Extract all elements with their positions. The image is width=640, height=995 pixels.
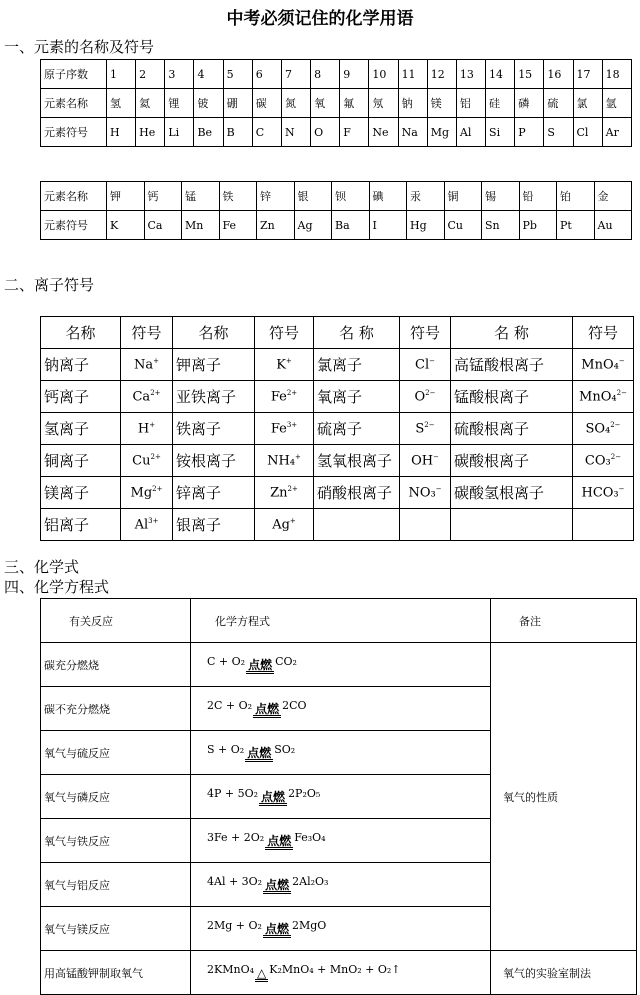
chemical-equation (191, 907, 491, 951)
element-table-2 (40, 181, 632, 240)
ion-symbol (573, 477, 634, 509)
element-name-cell: 硅 (486, 89, 515, 118)
element-name-cell: 硫 (544, 89, 573, 118)
element-name-cell: 硼 (223, 89, 252, 118)
row-label: 元素名称 (41, 182, 107, 211)
element-symbol-cell: Ar (602, 118, 631, 147)
element-symbol-cell: Cl (573, 118, 602, 147)
ion-symbol-base: H (137, 421, 150, 437)
chemical-equation (191, 819, 491, 863)
ion-row (41, 381, 634, 413)
atomic-number-cell: 2 (136, 60, 165, 89)
ion-row (41, 445, 634, 477)
remark-oxygen-properties: 氧气的性质 (491, 643, 637, 951)
reaction-label: 氧气与磷反应 (41, 775, 191, 819)
equation-reactants: 2Mg + O₂ (207, 919, 262, 932)
ion-name: 高锰酸根离子 (451, 349, 573, 381)
element-symbol-cell: B (223, 118, 252, 147)
ion-symbol-base: O (414, 389, 426, 405)
atomic-number-cell: 12 (427, 60, 456, 89)
section-heading-ions: 二、离子符号 (4, 276, 95, 294)
ion-symbol (573, 381, 634, 413)
element-symbol-cell: H (107, 118, 136, 147)
ion-name: 碳酸根离子 (451, 445, 573, 477)
equation-reactants: S + O₂ (207, 743, 245, 756)
element-name-cell: 氟 (340, 89, 369, 118)
atomic-number-row (41, 60, 632, 89)
atomic-number-cell: 6 (252, 60, 281, 89)
section-heading-formulas: 三、化学式 (4, 558, 80, 576)
element-name-cell: 镁 (427, 89, 456, 118)
equation-products: 2Al₂O₃ (292, 875, 329, 888)
ion-name: 钾离子 (173, 349, 255, 381)
element-symbol-cell: Na (398, 118, 427, 147)
ion-symbol (255, 381, 314, 413)
ion-symbol-base: NO₃ (408, 485, 436, 501)
equation-products: 2MgO (291, 919, 327, 932)
ion-symbol (400, 349, 451, 381)
ion-symbol-base: Fe (270, 421, 287, 437)
element-table-1 (40, 59, 632, 147)
element-symbol-cell: Au (594, 211, 632, 240)
ion-charge: − (435, 484, 442, 493)
ion-symbol-base: Mg (130, 485, 153, 501)
ion-symbol-base: OH (411, 453, 434, 469)
atomic-number-cell: 14 (486, 60, 515, 89)
ion-charge: 3+ (286, 420, 298, 429)
element-symbol-cell: P (515, 118, 544, 147)
element-name-cell: 磷 (515, 89, 544, 118)
element-name-cell: 铜 (444, 182, 482, 211)
equation-reactants: 4Al + 3O₂ (207, 875, 263, 888)
ion-symbol-base: MnO₄ (581, 357, 619, 373)
atomic-number-cell: 10 (369, 60, 398, 89)
atomic-number-cell: 7 (281, 60, 310, 89)
ion-symbol (400, 509, 451, 541)
element-name-cell: 氮 (281, 89, 310, 118)
element-name-cell: 锡 (482, 182, 520, 211)
reaction-condition: 点燃 (248, 658, 273, 672)
ion-name: 铝离子 (41, 509, 121, 541)
reaction-condition: △ (257, 966, 267, 980)
ion-name: 钠离子 (41, 349, 121, 381)
ion-row (41, 413, 634, 445)
ion-name: 银离子 (173, 509, 255, 541)
element-symbol-cell: S (544, 118, 573, 147)
ion-charge: + (295, 452, 301, 461)
ion-charge: 2+ (152, 484, 163, 493)
equation-reactants: 3Fe + 2O₂ (207, 831, 265, 844)
element-symbol-cell: Pb (519, 211, 557, 240)
ion-name: 硝酸根离子 (314, 477, 400, 509)
reaction-label: 用高锰酸钾制取氧气 (41, 951, 191, 995)
ion-symbol (121, 445, 173, 477)
atomic-number-cell: 15 (515, 60, 544, 89)
equation-products: 2CO (282, 699, 307, 712)
reaction-label: 碳不充分燃烧 (41, 687, 191, 731)
atomic-number-cell: 1 (107, 60, 136, 89)
ion-symbol-base: CO₃ (584, 453, 611, 469)
ion-name: 氯离子 (314, 349, 400, 381)
equation-column-header: 化学方程式 (191, 599, 491, 643)
element-name-cell: 氯 (573, 89, 602, 118)
element-name-cell: 银 (294, 182, 332, 211)
ion-symbol-base: Zn (270, 485, 288, 501)
row-label: 元素名称 (41, 89, 107, 118)
equation-reactants: 2C + O₂ (207, 699, 253, 712)
ion-row (41, 477, 634, 509)
reaction-label: 碳充分燃烧 (41, 643, 191, 687)
ion-name: 硫离子 (314, 413, 400, 445)
ion-charge: 2− (424, 420, 435, 429)
ion-charge: + (149, 420, 156, 429)
ion-charge: 3+ (148, 516, 159, 525)
ion-name: 铜离子 (41, 445, 121, 477)
reaction-label: 氧气与镁反应 (41, 907, 191, 951)
section-heading-equations: 四、化学方程式 (4, 578, 110, 596)
remark-lab-preparation: 氧气的实验室制法 (491, 951, 637, 995)
element-name-cell: 氩 (602, 89, 631, 118)
row-label: 元素符号 (41, 211, 107, 240)
reaction-condition: 点燃 (261, 790, 286, 804)
reaction-condition: 点燃 (247, 746, 272, 760)
atomic-number-cell: 3 (165, 60, 194, 89)
element-name-cell: 氖 (369, 89, 398, 118)
ion-column-header: 符号 (121, 317, 173, 349)
equation-table (40, 598, 637, 995)
element-name-cell: 氧 (311, 89, 340, 118)
atomic-number-cell: 16 (544, 60, 573, 89)
ion-charge: 2+ (150, 452, 161, 461)
ion-name: 氢离子 (41, 413, 121, 445)
element-symbol-cell: K (107, 211, 145, 240)
ion-name: 镁离子 (41, 477, 121, 509)
page-title: 中考必须记住的化学用语 (226, 9, 414, 29)
atomic-number-cell: 11 (398, 60, 427, 89)
ion-name: 碳酸氢根离子 (451, 477, 573, 509)
equation-column-header: 备注 (491, 599, 637, 643)
row-label: 原子序数 (41, 60, 107, 89)
element-name-cell: 铂 (557, 182, 595, 211)
ion-charge: 2+ (287, 484, 298, 493)
ion-name: 亚铁离子 (173, 381, 255, 413)
equation-products: K₂MnO₄ + MnO₂ + O₂↑ (269, 963, 401, 976)
element-symbol-cell: Fe (219, 211, 257, 240)
ion-symbol (400, 445, 451, 477)
ion-symbol-base: SO₄ (585, 421, 611, 437)
ion-symbol (573, 509, 634, 541)
element-symbol-cell: Mg (427, 118, 456, 147)
ion-row (41, 349, 634, 381)
element-symbol-cell: Al (456, 118, 485, 147)
element-symbol-cell: F (340, 118, 369, 147)
ion-charge: + (289, 516, 296, 525)
element-symbol-cell: Zn (257, 211, 295, 240)
equation-reactants: C + O₂ (207, 655, 246, 668)
ion-name (451, 509, 573, 541)
ion-symbol (255, 477, 314, 509)
element-symbol-cell: Cu (444, 211, 482, 240)
element-symbol-row (41, 118, 632, 147)
ion-symbol (400, 381, 451, 413)
ion-name: 锰酸根离子 (451, 381, 573, 413)
equation-reactants: 4P + 5O₂ (207, 787, 259, 800)
element-name-cell: 锌 (257, 182, 295, 211)
ion-name: 氢氧根离子 (314, 445, 400, 477)
element-symbol-cell: Be (194, 118, 223, 147)
element-name-cell: 金 (594, 182, 632, 211)
ion-charge: − (618, 484, 625, 493)
ion-symbol-base: NH₄ (267, 453, 296, 469)
ion-symbol (400, 413, 451, 445)
atomic-number-cell: 4 (194, 60, 223, 89)
ion-symbol (573, 413, 634, 445)
element-name-cell: 氢 (107, 89, 136, 118)
ion-symbol (573, 445, 634, 477)
ion-symbol (400, 477, 451, 509)
ion-charge: 2− (616, 388, 627, 397)
ion-symbol-base: Na (133, 357, 154, 373)
element-name-cell: 碳 (252, 89, 281, 118)
element-symbol-cell: Ne (369, 118, 398, 147)
ion-symbol-base: K (276, 357, 286, 373)
ion-symbol-base: Cl (415, 357, 430, 373)
element-symbol-cell: O (311, 118, 340, 147)
element-name-cell: 钡 (332, 182, 370, 211)
ion-charge: 2− (610, 452, 622, 461)
equation-products: SO₂ (274, 743, 296, 756)
ion-charge: 2+ (286, 388, 298, 397)
ion-name: 硫酸根离子 (451, 413, 573, 445)
element-name-cell: 钾 (107, 182, 145, 211)
atomic-number-cell: 9 (340, 60, 369, 89)
element-symbol-cell: Ag (294, 211, 332, 240)
ion-symbol (121, 349, 173, 381)
ion-symbol (255, 509, 314, 541)
ion-column-header: 符号 (255, 317, 314, 349)
equation-reactants: 2KMnO₄ (207, 963, 254, 976)
element-name-cell: 钙 (144, 182, 182, 211)
ion-row (41, 509, 634, 541)
ion-symbol (121, 413, 173, 445)
reaction-label: 氧气与铁反应 (41, 819, 191, 863)
element-symbol-cell: Hg (407, 211, 445, 240)
element-symbol-cell: Ba (332, 211, 370, 240)
element-symbol-cell: Si (486, 118, 515, 147)
element-symbol-row-2 (41, 211, 632, 240)
element-name-cell: 钠 (398, 89, 427, 118)
ion-name: 锌离子 (173, 477, 255, 509)
ion-charge: 2− (610, 420, 621, 429)
reaction-condition: 点燃 (267, 834, 292, 848)
ion-symbol (121, 477, 173, 509)
ion-symbol-base: MnO₄ (579, 389, 617, 405)
chemical-equation (191, 863, 491, 907)
element-symbol-cell: Li (165, 118, 194, 147)
ion-symbol-base: HCO₃ (581, 485, 619, 501)
ion-symbol-base: Ag (272, 517, 290, 533)
ion-symbol (121, 509, 173, 541)
ion-column-header: 名 称 (451, 317, 573, 349)
ion-symbol (573, 349, 634, 381)
ion-charge: 2+ (150, 388, 161, 397)
element-symbol-cell: Ca (144, 211, 182, 240)
ion-symbol-base: Cu (132, 453, 151, 469)
element-name-cell: 氦 (136, 89, 165, 118)
ion-name: 铁离子 (173, 413, 255, 445)
chemical-equation (191, 731, 491, 775)
reaction-condition: 点燃 (265, 878, 290, 892)
equation-row (41, 643, 637, 687)
atomic-number-cell: 17 (573, 60, 602, 89)
ion-charge: − (433, 452, 439, 461)
element-symbol-cell: Sn (482, 211, 520, 240)
ion-symbol-base: Fe (270, 389, 287, 405)
element-name-cell: 汞 (407, 182, 445, 211)
element-name-cell: 铝 (456, 89, 485, 118)
ion-column-header: 名 称 (314, 317, 400, 349)
reaction-condition: 点燃 (264, 922, 289, 936)
ion-column-header: 名称 (41, 317, 121, 349)
element-symbol-cell: Mn (182, 211, 220, 240)
ion-column-header: 符号 (400, 317, 451, 349)
atomic-number-cell: 18 (602, 60, 631, 89)
equation-header-row (41, 599, 637, 643)
reaction-label: 氧气与铝反应 (41, 863, 191, 907)
ion-symbol (121, 381, 173, 413)
ion-charge: + (285, 356, 292, 365)
section-heading-elements: 一、元素的名称及符号 (4, 38, 155, 56)
ion-charge: − (618, 356, 625, 365)
ion-name (314, 509, 400, 541)
equation-column-header: 有关反应 (41, 599, 191, 643)
ion-header-row (41, 317, 634, 349)
atomic-number-cell: 8 (311, 60, 340, 89)
element-name-row-2 (41, 182, 632, 211)
ion-symbol (255, 445, 314, 477)
element-name-cell: 锰 (182, 182, 220, 211)
element-name-row (41, 89, 632, 118)
ion-table (40, 316, 634, 541)
ion-symbol (255, 413, 314, 445)
ion-charge: + (153, 356, 159, 365)
equation-products: Fe₃O₄ (294, 831, 326, 844)
ion-charge: 2− (425, 388, 436, 397)
atomic-number-cell: 13 (456, 60, 485, 89)
chemical-equation (191, 643, 491, 687)
chemical-equation (191, 687, 491, 731)
chemical-equation (191, 775, 491, 819)
element-symbol-cell: C (252, 118, 281, 147)
ion-symbol-base: Ca (132, 389, 151, 405)
ion-name: 氧离子 (314, 381, 400, 413)
ion-charge: − (429, 356, 435, 365)
element-symbol-cell: N (281, 118, 310, 147)
element-name-cell: 铅 (519, 182, 557, 211)
element-name-cell: 铁 (219, 182, 257, 211)
ion-symbol-base: Al (134, 517, 149, 533)
ion-symbol-base: S (415, 421, 425, 437)
ion-column-header: 符号 (573, 317, 634, 349)
element-symbol-cell: I (369, 211, 407, 240)
element-name-cell: 锂 (165, 89, 194, 118)
element-name-cell: 碘 (369, 182, 407, 211)
ion-symbol (255, 349, 314, 381)
reaction-condition: 点燃 (255, 702, 280, 716)
ion-name: 铵根离子 (173, 445, 255, 477)
atomic-number-cell: 5 (223, 60, 252, 89)
reaction-label: 氧气与硫反应 (41, 731, 191, 775)
equation-products: 2P₂O₅ (288, 787, 321, 800)
element-name-cell: 铍 (194, 89, 223, 118)
ion-column-header: 名称 (173, 317, 255, 349)
element-symbol-cell: Pt (557, 211, 595, 240)
equation-products: CO₂ (275, 655, 297, 668)
element-symbol-cell: He (136, 118, 165, 147)
ion-name: 钙离子 (41, 381, 121, 413)
row-label: 元素符号 (41, 118, 107, 147)
